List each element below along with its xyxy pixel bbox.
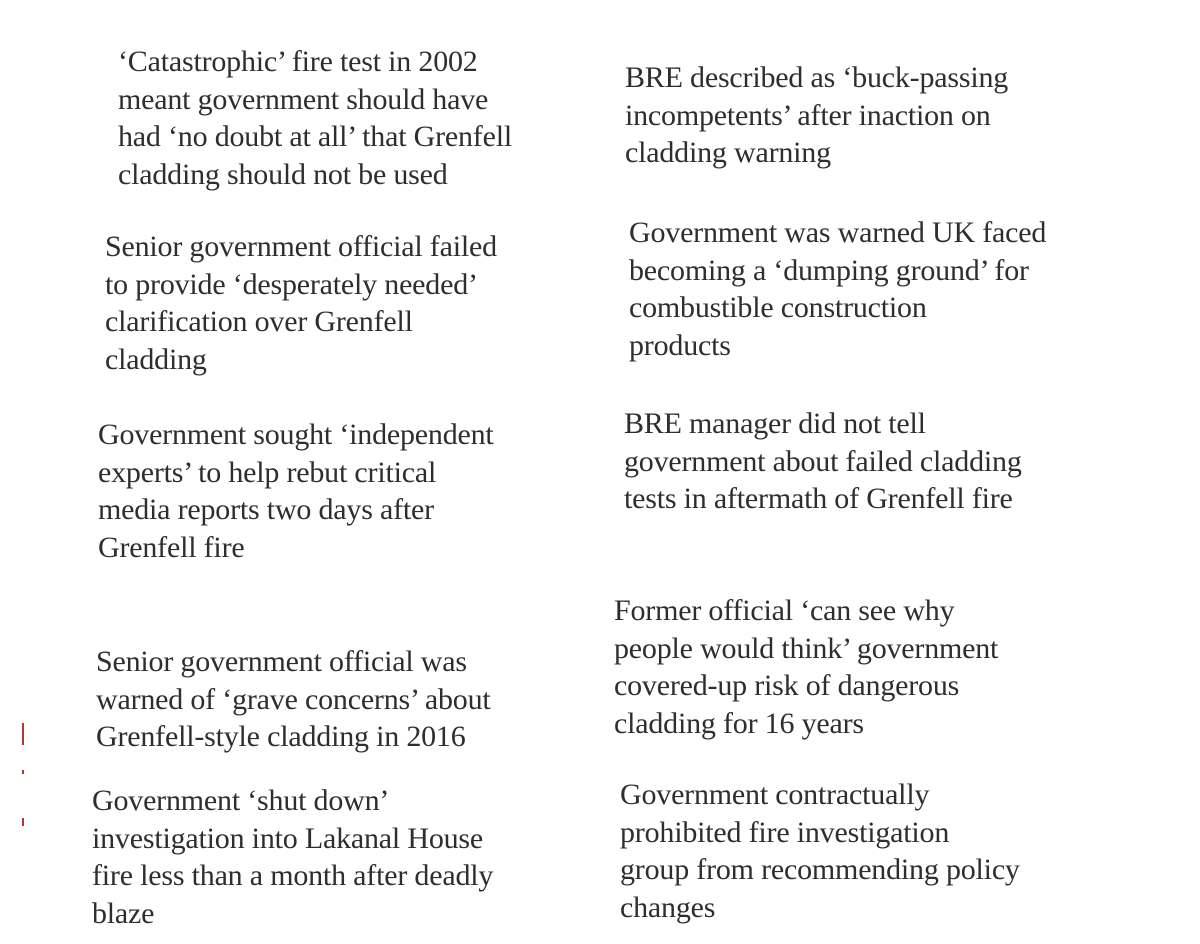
headline-dumping-ground[interactable]: Government was warned UK faced becoming a ‘dumping ground’ for combustible construction products	[629, 216, 1047, 362]
headline-catastrophic-fire-test[interactable]: ‘Catastrophic’ fire test in 2002 meant government should have had ‘no doubt at all’ that Grenfell cladding should not be used	[118, 45, 512, 191]
edge-mark-bottom	[22, 818, 24, 826]
headline-former-official[interactable]: Former official ‘can see why people would think’ government covered-up risk of dangerous cladding for 16 years	[614, 594, 999, 740]
headline-independent-experts[interactable]: Government sought ‘independent experts’ to help rebut critical media reports two days after Grenfell fire	[98, 418, 494, 564]
headline-senior-official-failed[interactable]: Senior government official failed to provide ‘desperately needed’ clarification over Grenfell cladding	[105, 230, 497, 376]
headline-bre-buck-passing[interactable]: BRE described as ‘buck-passing incompetents’ after inaction on cladding warning	[625, 61, 1009, 169]
headline-contractually-prohibited[interactable]: Government contractually prohibited fire investigation group from recommending policy changes	[620, 778, 1020, 924]
edge-mark-middle	[22, 770, 24, 774]
headline-grave-concerns[interactable]: Senior government official was warned of ‘grave concerns’ about Grenfell-style cladding in 2016	[96, 645, 491, 753]
headline-bre-manager[interactable]: BRE manager did not tell government about failed cladding tests in aftermath of Grenfell fire	[624, 407, 1022, 515]
headline-lakanal-house[interactable]: Government ‘shut down’ investigation into Lakanal House fire less than a month after deadly blaze	[92, 784, 494, 930]
edge-mark-top	[22, 723, 24, 745]
